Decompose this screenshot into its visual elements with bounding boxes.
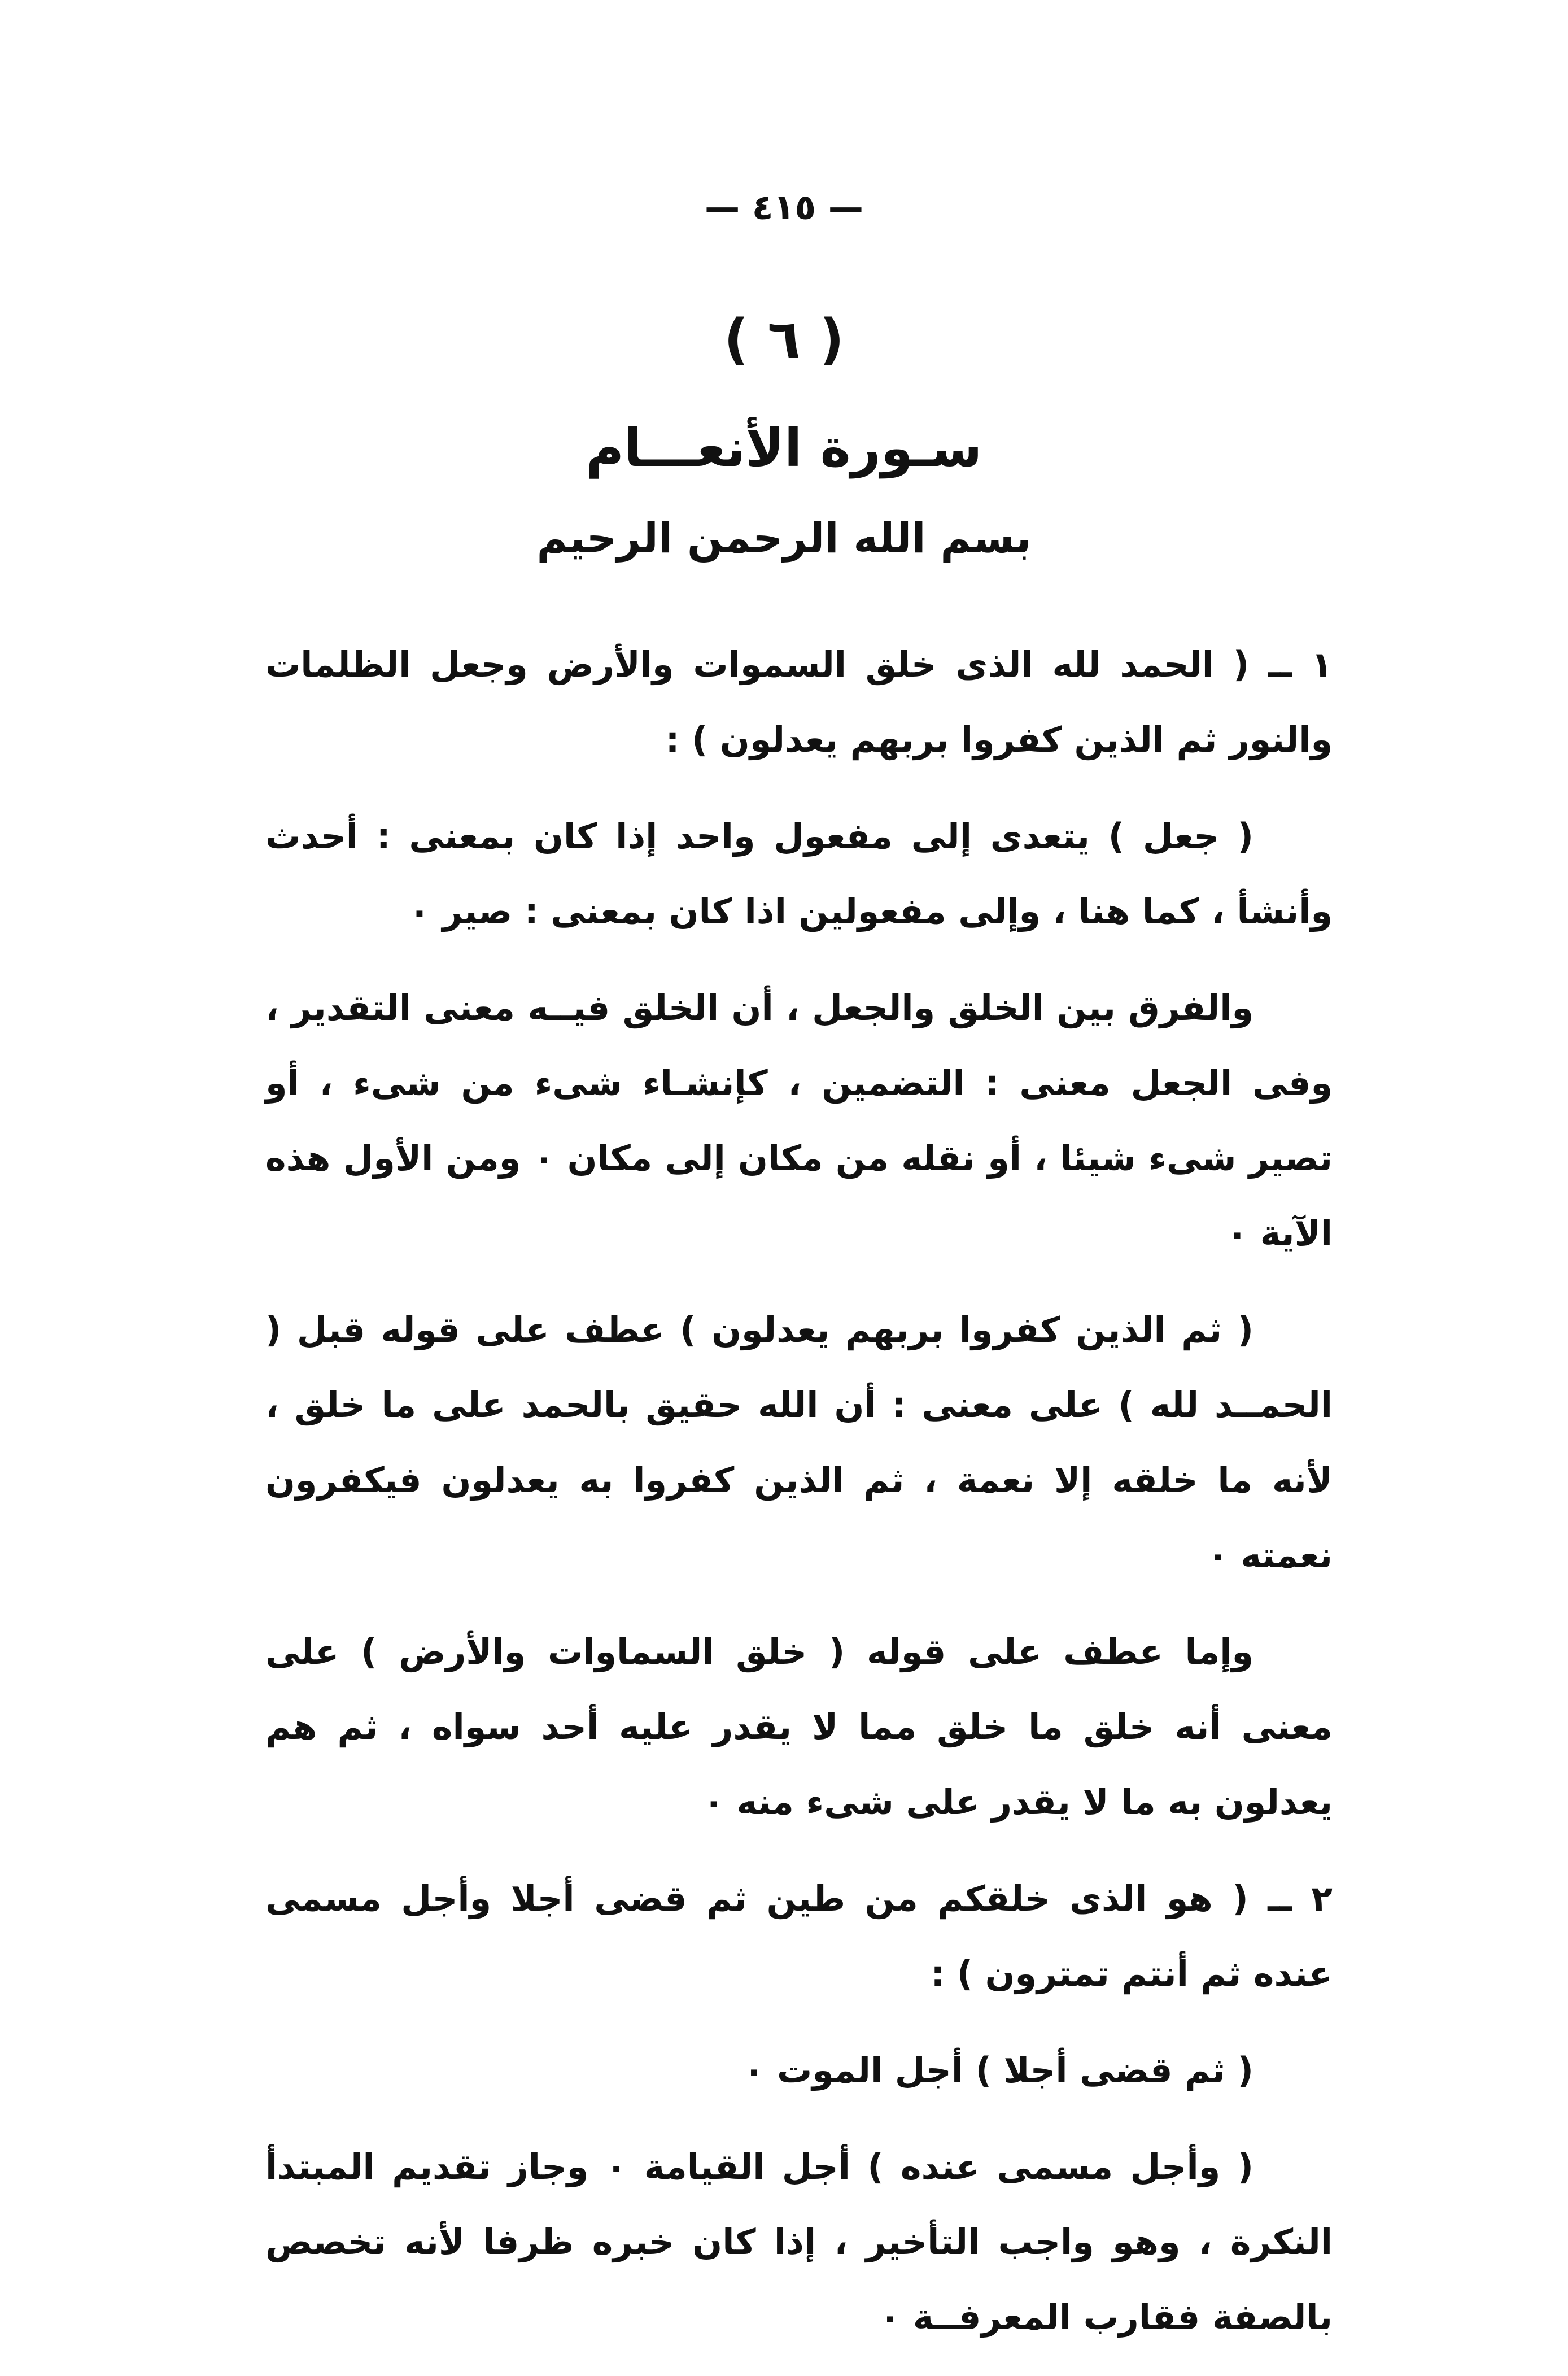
chapter-number: ( ٦ ) [723, 308, 845, 371]
surah-title: سـورة الأنعـــام [586, 418, 982, 478]
commentary-paragraph: والفرق بين الخلق والجعل ، أن الخلق فيــه معنى التقدير ، وفى الجعل معنى : التضمين ، كإنشـاء شىء من شىء ، أو تصير شىء شيئا ، أو نقله من مكان إلى مكان ٠ ومن الأول هذه الآية ٠ [265, 987, 1333, 1254]
basmala: بسم الله الرحمن الرحيم [536, 514, 1032, 563]
commentary-paragraph: ( جعل ) يتعدى إلى مفعول واحد إذا كان بمعنى : أحدث وأنشأ ، كما هنا ، وإلى مفعولين اذا كان بمعنى : صير ٠ [265, 816, 1333, 932]
commentary-paragraph: ( ثم قضى أجلا ) أجل الموت ٠ [743, 2050, 1253, 2091]
body-text [265, 627, 1333, 2376]
commentary-paragraph: ( وأجل مسمى عنده ) أجل القيامة ٠ وجاز تقديم المبتدأ النكرة ، وهو واجب التأخير ، إذا كان خبره ظرفا لأنه تخصص بالصفة فقارب المعرفــة ٠ [265, 2146, 1333, 2338]
page-number: — ٤١٥ — [705, 186, 863, 228]
commentary-paragraph: ( ثم الذين كفروا بربهم يعدلون ) عطف على قوله قبل ( الحمــد لله ) على معنى : أن الله حقيق بالحمد على ما خلق ، لأنه ما خلقه إلا نعمة ، ثم الذين كفروا به يعدلون فيكفرون نعمته ٠ [265, 1309, 1333, 1576]
verse-1-paragraph: ١ ــ ( الحمد لله الذى خلق السموات والأرض وجعل الظلمات والنور ثم الذين كفروا بربهم يعدلون ) : [265, 644, 1333, 760]
commentary-paragraph: وإما عطف على قوله ( خلق السماوات والأرض ) على معنى أنه خلق ما خلق مما لا يقدر عليه أحد سواه ، ثم هم يعدلون به ما لا يقدر على شىء منه ٠ [265, 1631, 1333, 1823]
verse-2-paragraph: ٢ ــ ( هو الذى خلقكم من طين ثم قضى أجلا وأجل مسمى عنده ثم أنتم تمترون ) : [265, 1878, 1333, 1994]
